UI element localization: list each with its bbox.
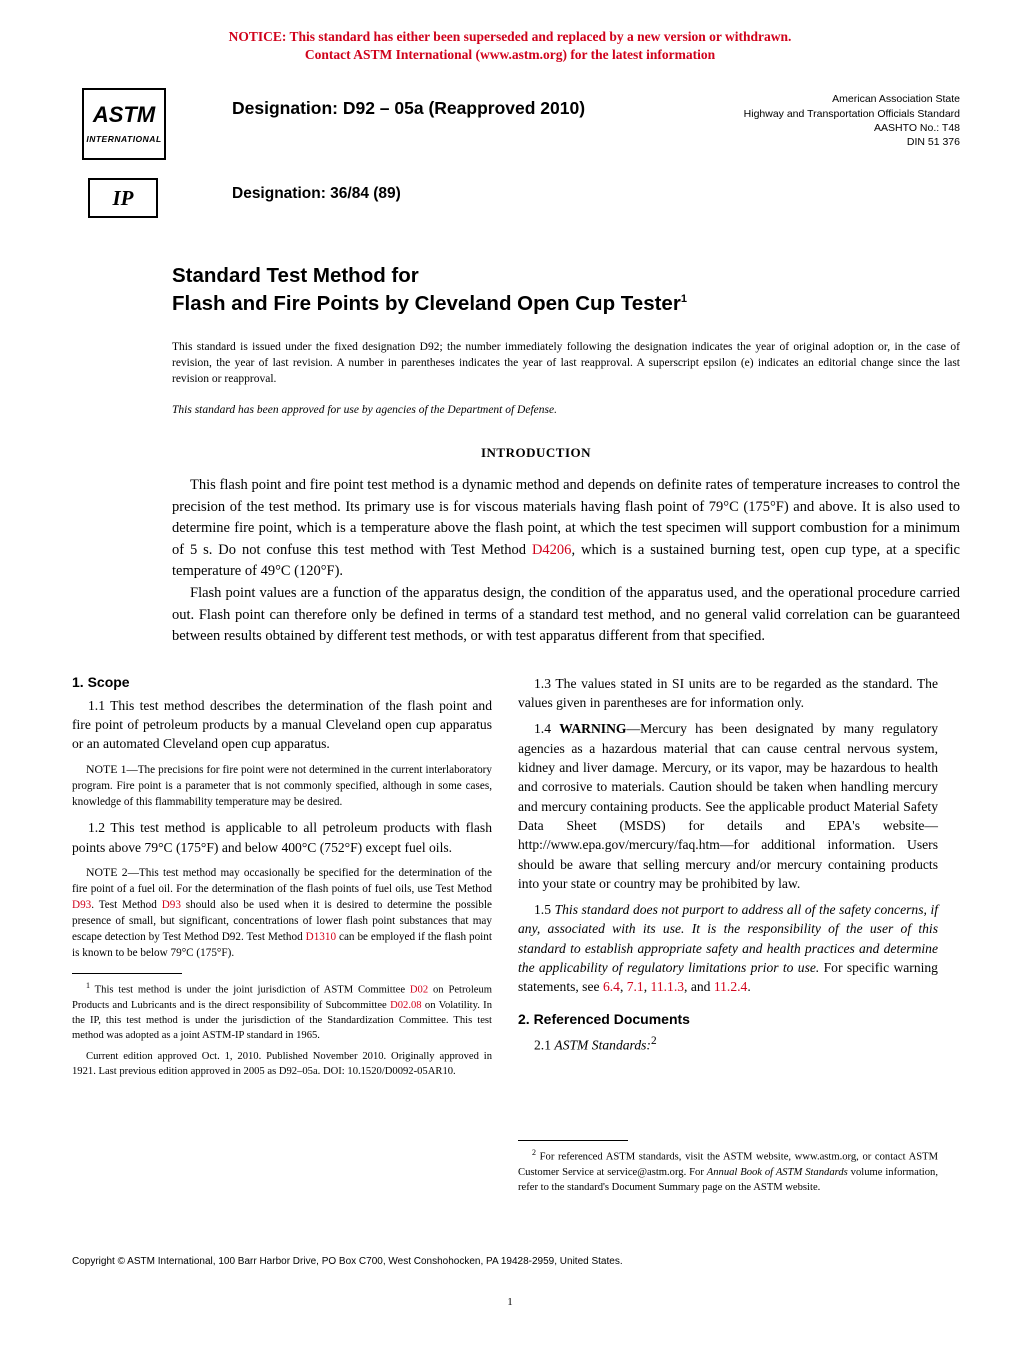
- footnote-1-b: on Petroleum Products and Lubricants and is the direct responsibility of Subcommittee: [72, 985, 492, 1012]
- warning-label: WARNING: [559, 721, 627, 737]
- paragraph-1-5: [518, 900, 938, 996]
- footnote-2-marker: 2: [532, 1148, 536, 1158]
- p21-number: 2.1: [534, 1037, 555, 1053]
- section-heading-referenced-documents: 2. Referenced Documents: [518, 1010, 690, 1027]
- link-d0208[interactable]: D02.08: [390, 1000, 422, 1012]
- footnote-2-italic: Annual Book of ASTM Standards: [706, 1166, 848, 1178]
- section-heading-scope: 1. Scope: [72, 673, 130, 690]
- title-footnote-marker: 1: [680, 293, 687, 306]
- note-2: [72, 864, 492, 961]
- aashto-line-4: DIN 51 376: [906, 135, 960, 148]
- note-2-c: should also be used when it is desired to determine the possible presence of small, but significant, concentrations of lower flash point substances that may escape detection by Test Method D92. Test Method: [72, 898, 492, 943]
- footnote-2-b: volume information, refer to the standard's Document Summary page on the ASTM website.: [518, 1166, 938, 1194]
- note-1: [72, 761, 492, 811]
- footnote-divider-2: [518, 1140, 628, 1141]
- link-6-4[interactable]: 6.4: [602, 979, 620, 995]
- note-2-label: NOTE 2: [86, 865, 128, 880]
- footnote-1-edition: Current edition approved Oct. 1, 2010. Published November 2010. Originally approved in 1921. Last previous edition approved in 2005 as D92–05a. DOI: 10.1520/D0092-05AR10.: [72, 1051, 492, 1078]
- p15-italic-text: This standard does not purport to address all of the safety concerns, if any, associated with its use. It is the responsibility of the user of this standard to establish appropriate safety and health practices and determine the applicability of regulatory limitations prior to use.: [518, 902, 938, 975]
- note-1-label: NOTE 1: [86, 761, 127, 776]
- link-d93-2[interactable]: D93: [161, 898, 181, 911]
- title-line-2: Flash and Fire Points by Cleveland Open Cup Tester: [172, 292, 681, 316]
- designation-ip: Designation: 36/84 (89): [232, 185, 401, 203]
- footnote-1: [72, 980, 492, 1043]
- link-d1310[interactable]: D1310: [305, 930, 337, 943]
- p15-sep-2: ,: [643, 979, 651, 995]
- link-d93-1[interactable]: D93: [72, 898, 92, 911]
- p15-end: .: [747, 979, 751, 995]
- issued-note: This standard is issued under the fixed designation D92; the number immediately following the designation indicates the year of original adoption or, in the case of revision, the year of last revision. A number in parentheses indicates the year of last reapproval. A superscript epsilon (e) indicates an editorial change since the last revision or reapproval.: [172, 340, 960, 385]
- aashto-line-2: Highway and Transportation Officials Standard: [743, 107, 960, 120]
- note-2-a: —This test method may occasionally be specified for the determination of the fire point of a fuel oil. For the determination of the flash points of fuel oils, use Test Method: [72, 867, 492, 895]
- link-d4206[interactable]: D4206: [531, 541, 572, 558]
- note-2-b: . Test Method: [91, 898, 162, 911]
- footnote-1-a: This test method is under the joint jurisdiction of ASTM Committee: [94, 985, 410, 997]
- dod-note: This standard has been approved for use by agencies of the Department of Defense.: [172, 404, 557, 417]
- document-header: [60, 86, 960, 166]
- p15-sep-1: ,: [619, 979, 627, 995]
- ip-header-row: [60, 178, 960, 222]
- p14-number: 1.4: [534, 721, 560, 737]
- page-number: 1: [507, 1296, 513, 1308]
- paragraph-1-3: 1.3 The values stated in SI units are to be regarded as the standard. The values given in parentheses are for information only.: [518, 675, 938, 711]
- notice-line-1: NOTICE: This standard has either been superseded and replaced by a new version or withdrawn.: [228, 29, 792, 44]
- document-page: [0, 28, 1020, 1348]
- p21-italic: ASTM Standards:: [554, 1037, 651, 1053]
- title-heading: [172, 262, 960, 317]
- astm-logo-text: ASTM: [92, 102, 156, 128]
- p15-tail: For specific warning statements, see: [518, 960, 938, 995]
- aashto-line-3: AASHTO No.: T48: [874, 121, 960, 134]
- intro-p1-a: This flash point and fire point test method is a dynamic method and depends on definite rates of temperature increases to control the precision of the test method. Its primary use is for viscous materials having flash point of 79°C (175°F) and above. It is also used to determine fire point, which is a temperature above the flash point, at which the test specimen will support combustion for a minimum of 5 s. Do not confuse this test method with Test Method: [172, 477, 960, 558]
- copyright-notice: Copyright © ASTM International, 100 Barr Harbor Drive, PO Box C700, West Conshohocken, PA 19428-2959, United States.: [72, 1256, 623, 1267]
- paragraph-2-1: [518, 1033, 938, 1055]
- two-column-body: [72, 674, 960, 1201]
- aashto-line-1: American Association State: [832, 93, 960, 106]
- footnote-2-a: For referenced ASTM standards, visit the ASTM website, www.astm.org, or contact ASTM Customer Service at service@astm.org. For: [518, 1151, 938, 1178]
- introduction-paragraph-2: Flash point values are a function of the apparatus design, the condition of the apparatus used, and the operational procedure carried out. Flash point can therefore only be defined in terms of a standard test method, and no general valid correlation can be guaranteed between results obtained by different test methods, or with test apparatus different from that specified.: [172, 585, 960, 645]
- link-d02[interactable]: D02: [409, 985, 429, 997]
- introduction-paragraph-1: [172, 475, 960, 582]
- introduction-body: [172, 475, 960, 648]
- paragraph-1-1: 1.1 This test method describes the determination of the flash point and fire point of petroleum products by a manual Cleveland open cup apparatus or an automated Cleveland open cup apparatus.: [72, 697, 492, 752]
- withdrawal-notice: [60, 28, 960, 64]
- p15-number: 1.5: [534, 902, 555, 918]
- note-2-d: can be employed if the flash point is known to be below 79°C (175°F).: [72, 930, 492, 959]
- intro-p1-b: , which is a sustained burning test, open cup type, at a specific temperature of 49°C (120°F).: [172, 541, 960, 580]
- p14-text: —Mercury has been designated by many regulatory agencies as a hazardous material that can cause central nervous system, kidney and liver damage. Mercury, or its vapor, may be hazardous to health and corrosive to materials. Caution should be taken when handling mercury and mercury containing products. See the applicable product Material Safety Data Sheet (MSDS) for details and EPA's website—http://www.epa.gov/mercury/faq.htm—for additional information. Users should be aware that selling mercury and/or mercury containing products into your state or country may be prohibited by law.: [518, 721, 939, 891]
- footnote-1-c: on Volatility. In the IP, this test method is under the jurisdiction of the Standardization Committee. This test method was adopted as a joint ASTM-IP standard in 1965.: [72, 1000, 493, 1042]
- paragraph-1-4: [518, 719, 938, 893]
- ip-logo: IP: [88, 178, 158, 218]
- right-footnote-area: [518, 1140, 938, 1195]
- aashto-block: [744, 92, 960, 149]
- p21-footnote-marker: 2: [650, 1034, 657, 1047]
- link-11-1-3[interactable]: 11.1.3: [650, 979, 685, 995]
- p15-sep-3: , and: [684, 979, 714, 995]
- title-line-1: Standard Test Method for: [172, 264, 419, 288]
- footnote-1-marker: 1: [86, 981, 90, 991]
- introduction-heading: INTRODUCTION: [480, 445, 591, 461]
- right-column: [518, 674, 938, 1201]
- footnote-2: [518, 1147, 938, 1195]
- designation-main: Designation: D92 – 05a (Reapproved 2010): [232, 98, 586, 119]
- left-footnote-area: [72, 973, 492, 1079]
- page-title: [172, 262, 960, 317]
- link-7-1[interactable]: 7.1: [626, 979, 644, 995]
- notice-line-2: Contact ASTM International (www.astm.org) for the latest information: [304, 47, 716, 63]
- astm-logo: [82, 88, 166, 160]
- paragraph-1-2: 1.2 This test method is applicable to all petroleum products with flash points above 79°C (175°F) and below 400°C (752°F) except fuel oils.: [72, 820, 492, 855]
- footnote-divider: [72, 973, 182, 974]
- astm-logo-subtext: INTERNATIONAL: [86, 134, 162, 145]
- note-1-text: —The precisions for fire point were not determined in the current interlaboratory program. Fire point is a parameter that is not commonly specified, although in some cases, knowledge of this flammability temperature may be desired.: [72, 763, 492, 808]
- link-11-2-4[interactable]: 11.2.4: [713, 979, 748, 995]
- left-column: [72, 674, 492, 1201]
